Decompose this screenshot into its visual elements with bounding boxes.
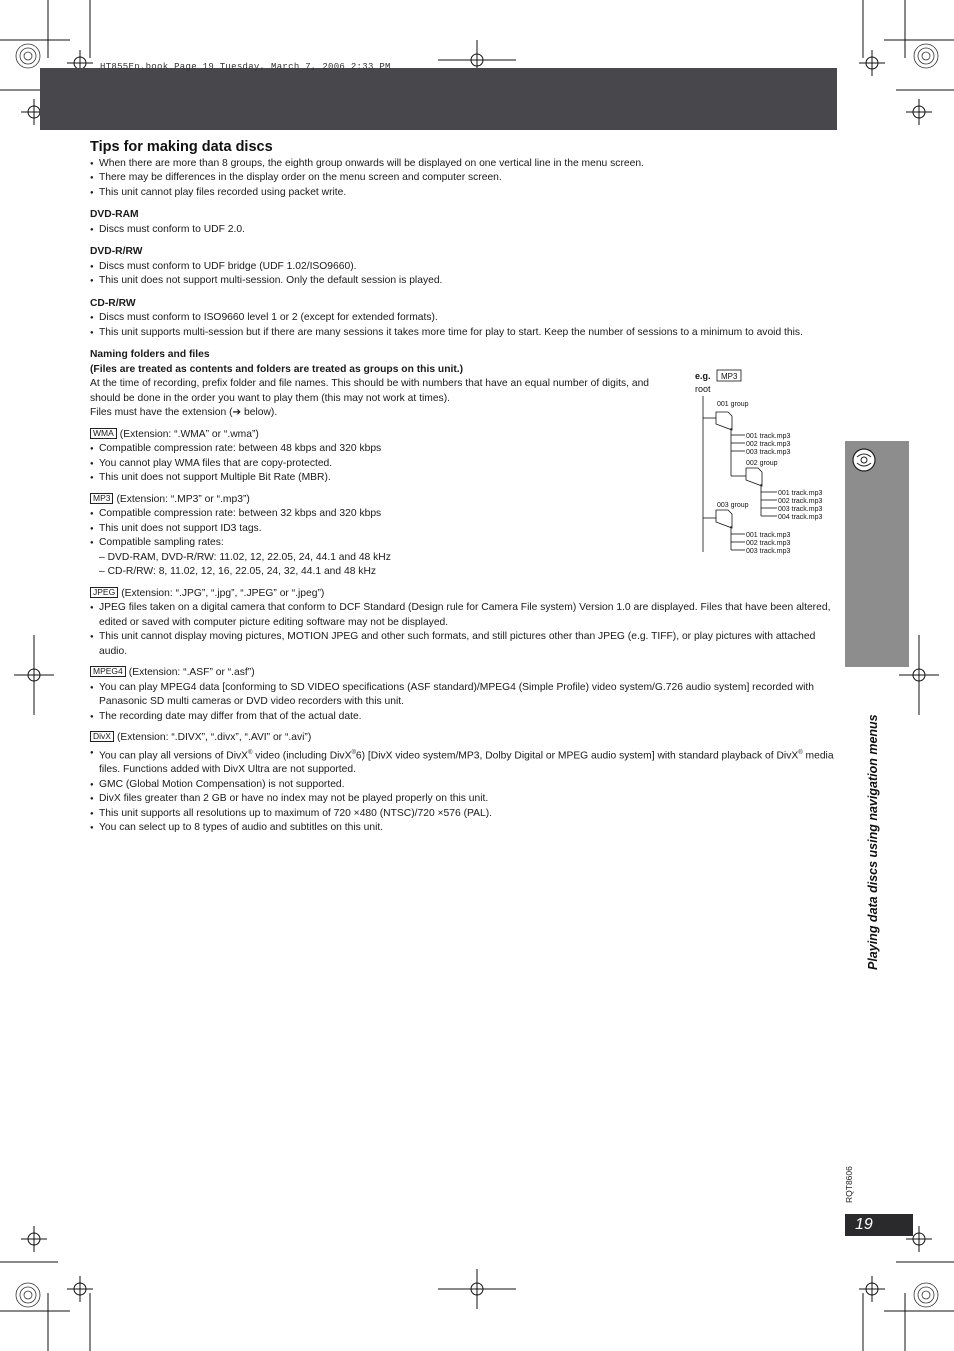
- list-item: ● This unit supports all resolutions up to maximum of 720 ×480 (NTSC)/720 ×576 (PAL).: [90, 807, 835, 822]
- section-title: Tips for making data discs: [90, 139, 273, 155]
- mpeg4-list: [90, 681, 835, 725]
- header-bar: [40, 68, 837, 130]
- list-item: ● This unit cannot play files recorded using packet write.: [90, 186, 835, 201]
- sidebar-chapter-title: Playing data discs using navigation menus: [866, 714, 880, 970]
- list-item: ● Compatible compression rate: between 32 kbps and 320 kbps: [90, 507, 835, 522]
- wma-tag: WMA: [90, 428, 117, 439]
- list-item: ● This unit does not support Multiple Bit Rate (MBR).: [90, 471, 835, 486]
- disc-icon: [852, 448, 876, 472]
- list-item: ● Discs must conform to ISO9660 level 1 or 2 (except for extended formats).: [90, 311, 835, 326]
- folder-icon: [716, 412, 732, 430]
- divx-text-part: 6) [DivX video system/MP3, Dolby Digital or MPEG audio system] with standard playback of DivX: [355, 749, 799, 761]
- naming-heading: Naming folders and files: [90, 349, 210, 360]
- list-item: ● You can select up to 8 types of audio and subtitles on this unit.: [90, 821, 835, 836]
- list-item: ● You can play MPEG4 data [conforming to SD VIDEO specifications (ASF standard)/MPEG4 (Simple Profile) video system/G.726 audio system] recorded with Panasonic SD multi cameras or DVD video recorders with this unit.: [90, 681, 835, 710]
- folder-tree-diagram: [694, 368, 844, 560]
- jpeg-tag: JPEG: [90, 587, 118, 598]
- registered-mark: ®: [798, 749, 803, 756]
- divx-text-part: media files. Functions added with DivX Ultra are not supported.: [99, 749, 834, 776]
- naming-paragraph: At the time of recording, prefix folder and file names. This should be with numbers that have an equal number of digits, and should be done in the order you want to play them (this may not work at times).: [90, 378, 650, 404]
- mp3-extension: (Extension: “.MP3” or “.mp3”): [116, 493, 250, 505]
- mpeg4-format-line: [90, 666, 835, 681]
- list-item: ● This unit supports multi-session but if there are many sessions it takes more time for play to start. Keep the number of sessions to a minimum to avoid this.: [90, 326, 835, 341]
- mpeg4-tag: MPEG4: [90, 666, 126, 677]
- naming-extension-note: Files must have the extension (➔ below).: [90, 407, 278, 418]
- mp3-tag: MP3: [90, 493, 113, 504]
- dvd-ram-list: [90, 223, 835, 238]
- page-number: 19: [845, 1214, 913, 1236]
- jpeg-list: [90, 601, 835, 659]
- list-item: – CD-R/RW: 8, 11.02, 12, 16, 22.05, 24, 32, 44.1 and 48 kHz: [99, 566, 377, 577]
- cd-rrw-list: [90, 311, 835, 340]
- jpeg-extension: (Extension: “.JPG”, “.jpg”, “.JPEG” or “.jpeg”): [121, 587, 325, 599]
- naming-subheading: (Files are treated as contents and folders are treated as groups on this unit.): [90, 363, 464, 375]
- registered-mark: ®: [248, 749, 253, 756]
- list-item: ● You cannot play WMA files that are copy-protected.: [90, 457, 835, 472]
- chapter-sidebar: [845, 441, 909, 667]
- divx-tag: DivX: [90, 731, 114, 742]
- list-item: ● Compatible compression rate: between 48 kbps and 320 kbps: [90, 442, 835, 457]
- list-item: ● Compatible sampling rates:: [90, 536, 835, 551]
- group-label: 002 group: [746, 460, 778, 467]
- dvd-rrw-heading: DVD-R/RW: [90, 246, 143, 257]
- divx-extension: (Extension: “.DIVX”, “.divx”, “.AVI” or “.avi”): [116, 732, 312, 743]
- group-label: 001 group: [717, 401, 749, 408]
- list-item: ● This unit does not support multi-session. Only the default session is played.: [90, 274, 835, 289]
- track-label: 003 track.mp3: [778, 506, 823, 513]
- list-item: [90, 746, 835, 778]
- list-item: ● Discs must conform to UDF bridge (UDF 1.02/ISO9660).: [90, 260, 835, 275]
- cd-rrw-heading: CD-R/RW: [90, 297, 136, 309]
- track-label: 003 track.mp3: [746, 449, 791, 456]
- list-item: – DVD-RAM, DVD-R/RW: 11.02, 12, 22.05, 24, 44.1 and 48 kHz: [99, 551, 391, 563]
- list-item: ● Discs must conform to UDF 2.0.: [90, 223, 835, 238]
- folder-icon: [716, 510, 732, 528]
- list-item: ● DivX files greater than 2 GB or have no index may not be played properly on this unit.: [90, 792, 835, 807]
- example-label: e.g.: [695, 371, 711, 381]
- registered-mark: ®: [351, 749, 356, 756]
- document-code: RQT8606: [844, 1166, 854, 1203]
- jpeg-format-line: [90, 587, 835, 602]
- list-item: ● When there are more than 8 groups, the eighth group onwards will be displayed on one vertical line in the menu screen.: [90, 157, 835, 172]
- folder-icon: [746, 468, 762, 486]
- track-label: 002 track.mp3: [778, 498, 823, 505]
- wma-extension: (Extension: “.WMA” or “.wma”): [119, 428, 259, 440]
- track-label: 001 track.mp3: [746, 433, 791, 440]
- example-tag: MP3: [721, 372, 738, 381]
- dvd-ram-heading: DVD-RAM: [90, 209, 139, 220]
- group-label: 003 group: [717, 502, 749, 509]
- list-item: ● GMC (Global Motion Compensation) is not supported.: [90, 778, 835, 793]
- intro-list: [90, 157, 835, 201]
- divx-list: [90, 746, 835, 836]
- track-label: 003 track.mp3: [746, 548, 791, 555]
- mpeg4-extension: (Extension: “.ASF” or “.asf”): [128, 667, 255, 678]
- track-label: 002 track.mp3: [746, 441, 791, 448]
- dvd-rrw-list: [90, 260, 835, 289]
- track-label: 004 track.mp3: [778, 514, 823, 521]
- list-item: ● The recording date may differ from that of the actual date.: [90, 710, 835, 725]
- divx-format-line: [90, 731, 835, 746]
- list-item: ● This unit cannot display moving pictures, MOTION JPEG and other such formats, and still pictures other than JPEG (e.g. TIFF), or play pictures with attached audio.: [90, 630, 835, 659]
- divx-text-part: You can play all versions of DivX: [99, 749, 249, 761]
- list-item: ● JPEG files taken on a digital camera that conform to DCF Standard (Design rule for Camera File system) Version 1.0 are displayed. Files that have been altered, edited or saved with computer picture editing software may not be displayed.: [90, 601, 835, 630]
- divx-text-part: video (including DivX: [252, 749, 352, 761]
- print-info-line: HT855En.book Page 19 Tuesday, March 7, 2006 2:33 PM: [100, 62, 391, 72]
- list-item: ● This unit does not support ID3 tags.: [90, 522, 835, 537]
- track-label: 002 track.mp3: [746, 540, 791, 547]
- track-label: 001 track.mp3: [746, 532, 791, 539]
- track-label: 001 track.mp3: [778, 490, 823, 497]
- root-label: root: [695, 384, 711, 394]
- list-item: ● There may be differences in the display order on the menu screen and computer screen.: [90, 171, 835, 186]
